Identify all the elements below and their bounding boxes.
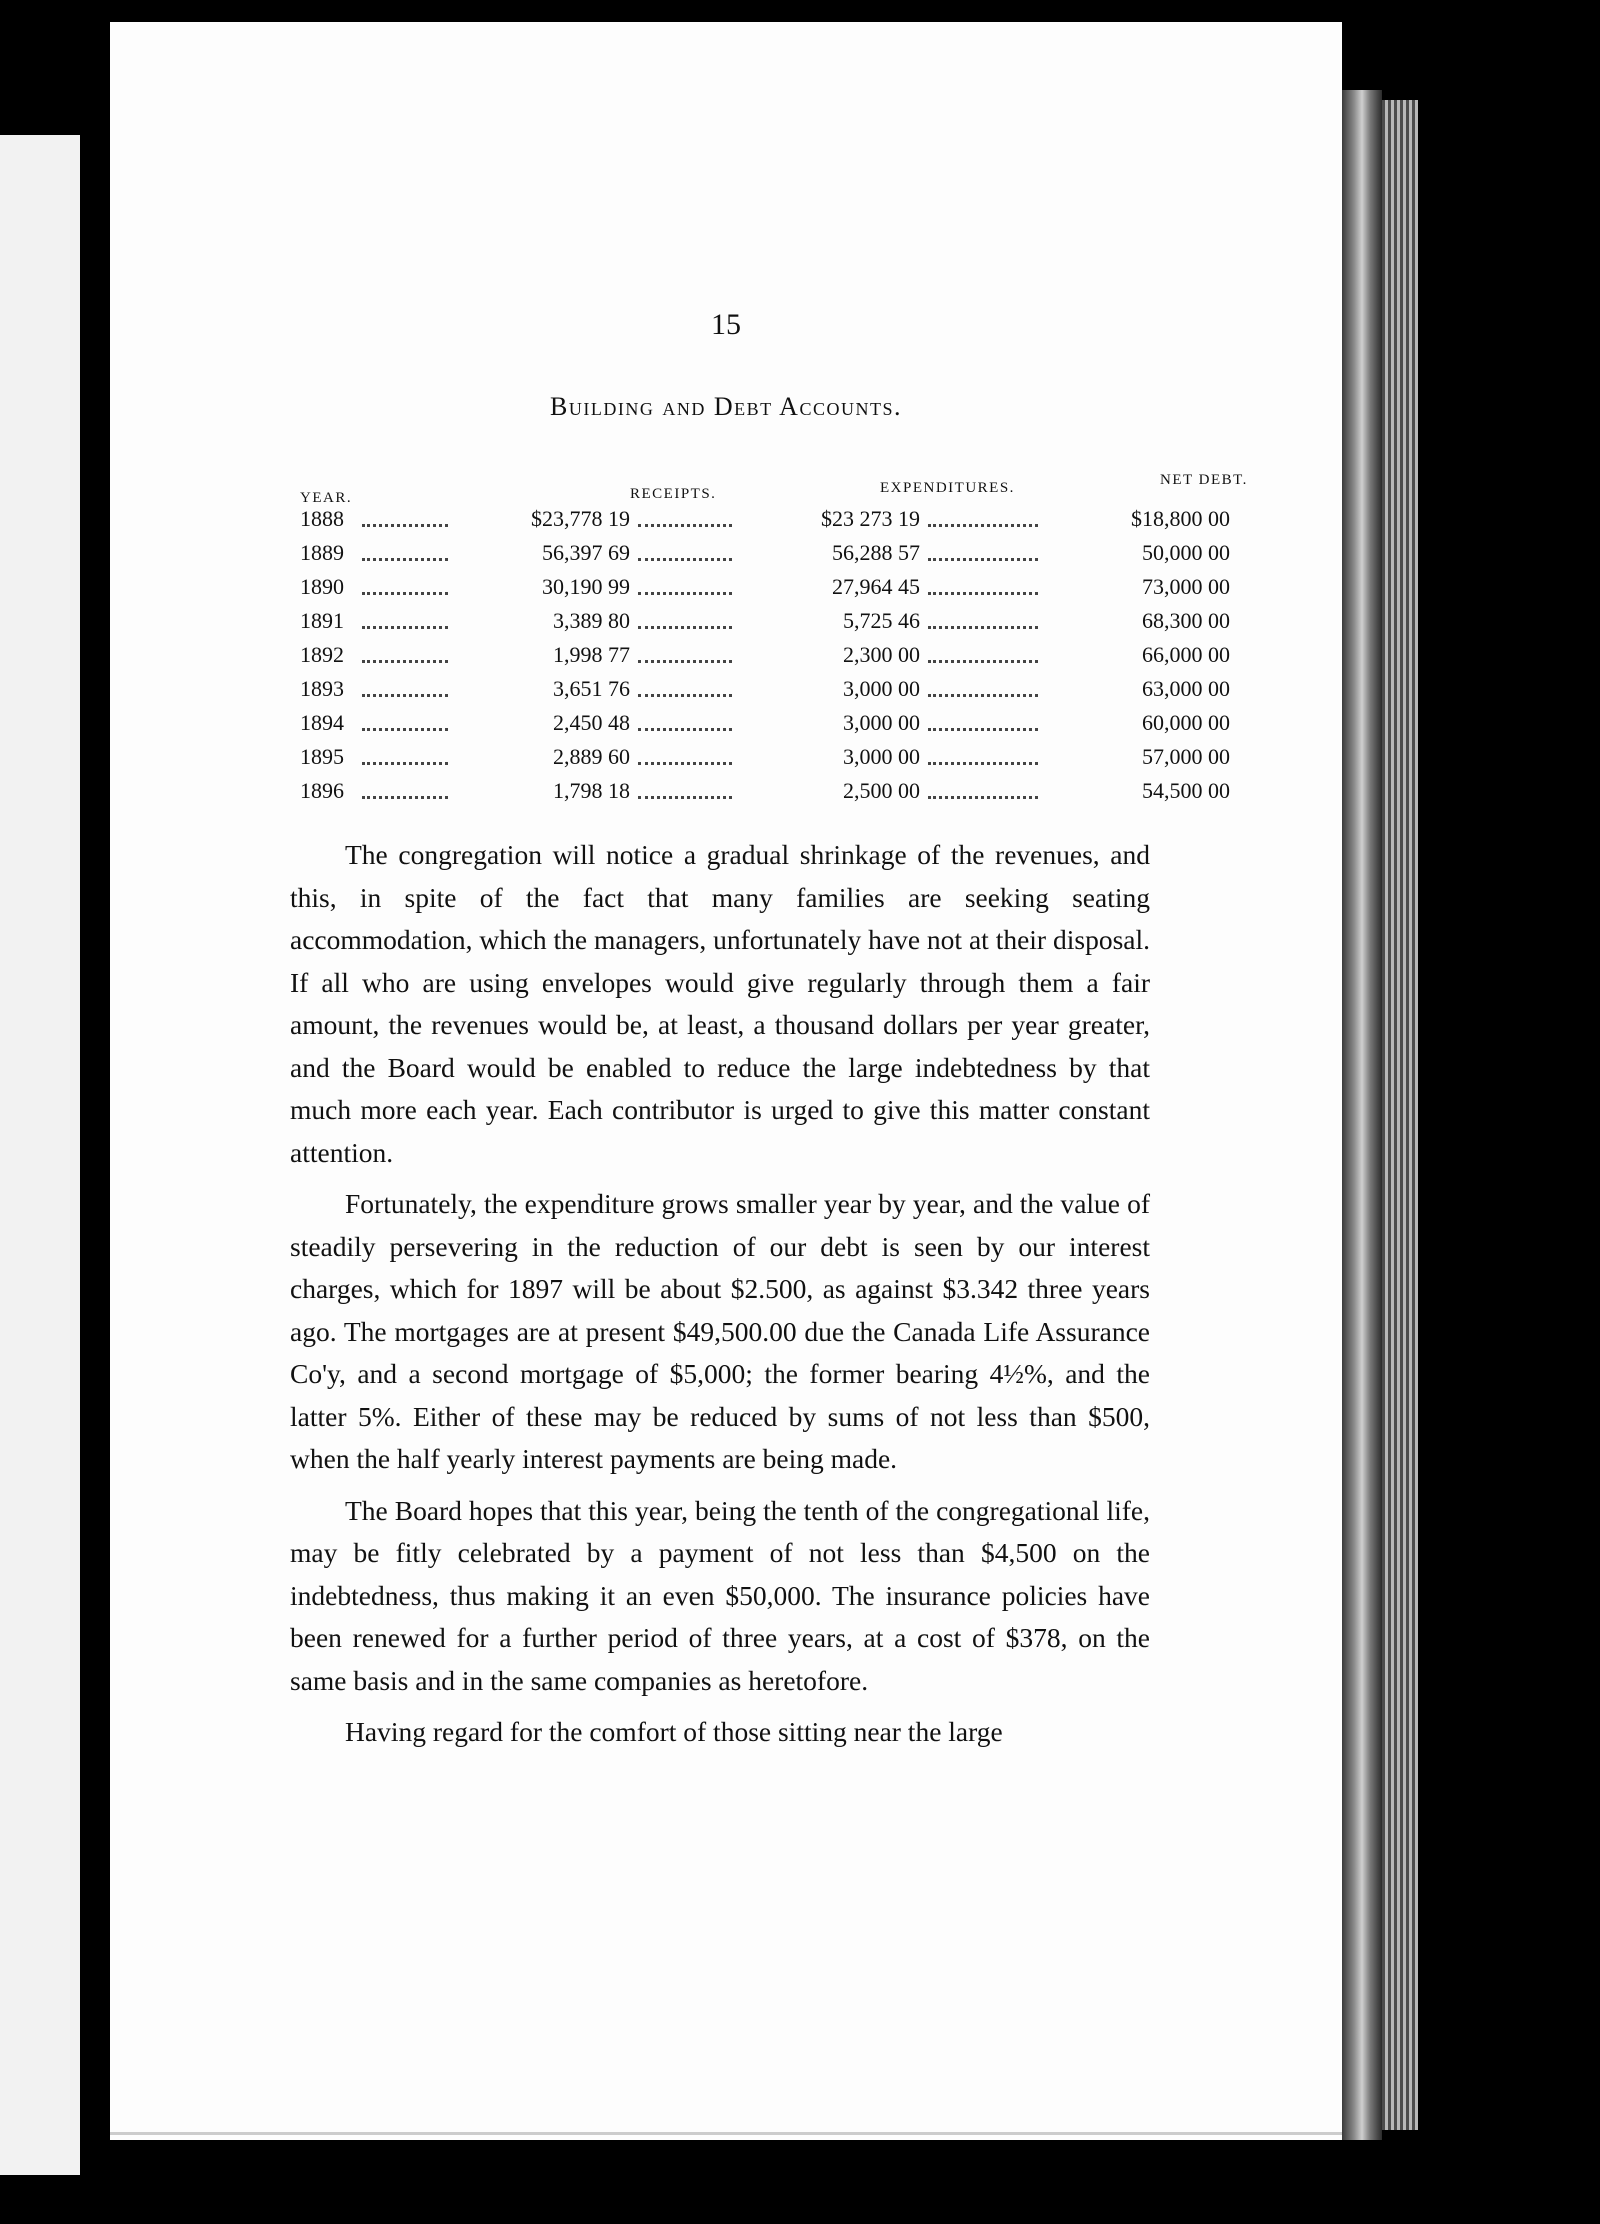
header-receipts: RECEIPTS. bbox=[630, 486, 717, 502]
dot-leader bbox=[638, 728, 732, 731]
expenditures-cell: 2,300 00 bbox=[843, 642, 920, 667]
book-page bbox=[110, 22, 1342, 2140]
net-debt-cell: 73,000 00 bbox=[1142, 574, 1230, 599]
dot-leader bbox=[362, 592, 448, 595]
receipts-cell: 2,889 60 bbox=[553, 744, 630, 769]
table-header bbox=[300, 470, 1300, 506]
receipts-cell: 2,450 48 bbox=[553, 710, 630, 735]
header-net-debt: NET DEBT. bbox=[1160, 472, 1248, 488]
table-row bbox=[300, 778, 1300, 812]
year-cell: 1890 bbox=[300, 574, 344, 599]
accounts-table bbox=[300, 470, 1300, 812]
dot-leader bbox=[362, 694, 448, 697]
left-page-edge bbox=[0, 135, 80, 2175]
dot-leader bbox=[362, 796, 448, 799]
net-debt-cell: 57,000 00 bbox=[1142, 744, 1230, 769]
dot-leader bbox=[928, 694, 1038, 697]
table-row bbox=[300, 744, 1300, 778]
dot-leader bbox=[928, 558, 1038, 561]
header-expenditures: EXPENDITURES. bbox=[880, 480, 1015, 496]
dot-leader bbox=[638, 762, 732, 765]
dot-leader bbox=[362, 762, 448, 765]
receipts-cell: 1,798 18 bbox=[553, 778, 630, 803]
dot-leader bbox=[638, 626, 732, 629]
page-stack-edge bbox=[1382, 100, 1418, 2130]
page-number: 15 bbox=[711, 308, 741, 341]
table-row bbox=[300, 506, 1300, 540]
dot-leader bbox=[928, 524, 1038, 527]
paragraph: Having regard for the comfort of those sitting near the large bbox=[345, 1716, 1003, 1747]
dot-leader bbox=[928, 762, 1038, 765]
book-gutter bbox=[80, 0, 110, 2224]
receipts-cell: 56,397 69 bbox=[542, 540, 630, 565]
table-row bbox=[300, 608, 1300, 642]
net-debt-cell: 68,300 00 bbox=[1142, 608, 1230, 633]
expenditures-cell: 3,000 00 bbox=[843, 710, 920, 735]
dot-leader bbox=[362, 626, 448, 629]
year-cell: 1891 bbox=[300, 608, 344, 633]
dot-leader bbox=[638, 524, 732, 527]
year-cell: 1889 bbox=[300, 540, 344, 565]
dot-leader bbox=[638, 796, 732, 799]
table-row bbox=[300, 540, 1300, 574]
net-debt-cell: 63,000 00 bbox=[1142, 676, 1230, 701]
year-cell: 1895 bbox=[300, 744, 344, 769]
dot-leader bbox=[638, 558, 732, 561]
table-body bbox=[300, 506, 1300, 812]
receipts-cell: $23,778 19 bbox=[531, 506, 630, 531]
dot-leader bbox=[928, 660, 1038, 663]
receipts-cell: 30,190 99 bbox=[542, 574, 630, 599]
header-year: YEAR. bbox=[300, 490, 353, 506]
net-debt-cell: 60,000 00 bbox=[1142, 710, 1230, 735]
receipts-cell: 3,651 76 bbox=[553, 676, 630, 701]
dot-leader bbox=[638, 660, 732, 663]
net-debt-cell: 54,500 00 bbox=[1142, 778, 1230, 803]
dot-leader bbox=[638, 694, 732, 697]
dot-leader bbox=[638, 592, 732, 595]
net-debt-cell: $18,800 00 bbox=[1131, 506, 1230, 531]
book-spine-edge bbox=[1342, 90, 1382, 2140]
year-cell: 1892 bbox=[300, 642, 344, 667]
net-debt-cell: 66,000 00 bbox=[1142, 642, 1230, 667]
expenditures-cell: 3,000 00 bbox=[843, 676, 920, 701]
expenditures-cell: 3,000 00 bbox=[843, 744, 920, 769]
expenditures-cell: 27,964 45 bbox=[832, 574, 920, 599]
dot-leader bbox=[362, 660, 448, 663]
table-row bbox=[300, 642, 1300, 676]
paragraph: The congregation will notice a gradual shrinkage of the revenues, and this, in spite of the fact that many families are seeking seating accommodation, which the managers, unfortunately have not at their disposal. If all who are using envelopes would give regularly through them a fair amount, the revenues would be, at least, a thousand dollars per year greater, and the Board would be enabled to reduce the large indebtedness by that much more each year. Each contributor is urged to give this matter constant attention. bbox=[290, 839, 1150, 1168]
net-debt-cell: 50,000 00 bbox=[1142, 540, 1230, 565]
dot-leader bbox=[928, 626, 1038, 629]
expenditures-cell: 2,500 00 bbox=[843, 778, 920, 803]
paragraph: The Board hopes that this year, being the tenth of the congregational life, may be fitly celebrated by a payment of not less than $4,500 on the indebtedness, thus making it an even $50,000. The insurance policies have been renewed for a further period of three years, at a cost of $378, on the same basis and in the same companies as heretofore. bbox=[290, 1494, 1150, 1696]
body-text bbox=[290, 834, 1150, 1763]
dot-leader bbox=[928, 796, 1038, 799]
dot-leader bbox=[362, 558, 448, 561]
table-row bbox=[300, 676, 1300, 710]
dot-leader bbox=[928, 592, 1038, 595]
dot-leader bbox=[362, 524, 448, 527]
year-cell: 1893 bbox=[300, 676, 344, 701]
dot-leader bbox=[362, 728, 448, 731]
year-cell: 1888 bbox=[300, 506, 344, 531]
year-cell: 1894 bbox=[300, 710, 344, 735]
section-title: Building and Debt Accounts. bbox=[550, 392, 902, 421]
page-bottom-rule bbox=[110, 2132, 1342, 2135]
expenditures-cell: $23 273 19 bbox=[821, 506, 920, 531]
table-row bbox=[300, 574, 1300, 608]
expenditures-cell: 56,288 57 bbox=[832, 540, 920, 565]
paragraph: Fortunately, the expenditure grows smaller year by year, and the value of steadily persevering in the reduction of our debt is seen by our interest charges, which for 1897 will be about $2.500, as against $3.342 three years ago. The mortgages are at present $49,500.00 due the Canada Life Assurance Co'y, and a second mortgage of $5,000; the former bearing 4½%, and the latter 5%. Either of these may be reduced by sums of not less than $500, when the half yearly interest payments are being made. bbox=[290, 1188, 1150, 1474]
receipts-cell: 1,998 77 bbox=[553, 642, 630, 667]
expenditures-cell: 5,725 46 bbox=[843, 608, 920, 633]
receipts-cell: 3,389 80 bbox=[553, 608, 630, 633]
table-row bbox=[300, 710, 1300, 744]
year-cell: 1896 bbox=[300, 778, 344, 803]
dot-leader bbox=[928, 728, 1038, 731]
